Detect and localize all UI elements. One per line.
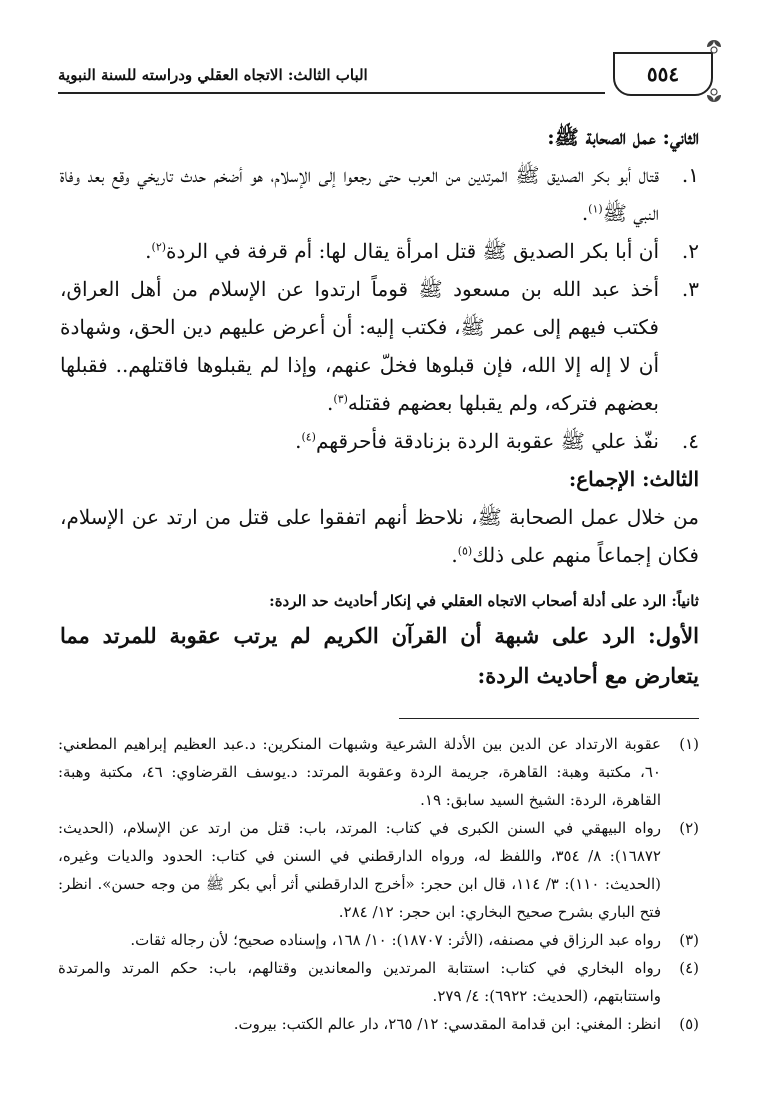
list-item bbox=[60, 156, 699, 232]
item-text: قتال أبو بكر الصديق ﷺ المرتدين من العرب حتى رجعوا إلى الإسلام، هو أضخم حدث تاريخي وقع بعد وفاة النبي ﷺ bbox=[60, 163, 659, 225]
footnote bbox=[58, 954, 699, 1010]
footnote-number: (٣) bbox=[679, 931, 699, 949]
footnote-text: رواه البيهقي في السنن الكبرى في كتاب: المرتد، باب: قتل من ارتد عن الإسلام، (الحديث: ١٦٨٧٢): ٨/ ٣٥٤، واللفظ له، ورواه الدارقطني في السنن في كتاب: الحدود والديات وغيره، (الحديث: ١١٠): ٣/ ١١٤، قال ابن حجر: «أخرج الدارقطني أثر أبي بكر ﷺ من وجه حسن». انظر: فتح الباري بشرح صحيح البخاري: ابن حجر: ١٢/ ٢٨٤. bbox=[58, 819, 661, 921]
footnote-number: (٢) bbox=[679, 819, 699, 837]
footnote-number: (٥) bbox=[679, 1015, 699, 1033]
footnote-text: انظر: المغني: ابن قدامة المقدسي: ١٢/ ٢٦٥، دار عالم الكتب: بيروت. bbox=[233, 1015, 661, 1033]
footnote-ref: (١) bbox=[588, 202, 603, 216]
footnote bbox=[58, 730, 699, 814]
item-end: . bbox=[327, 391, 334, 415]
section-heading: الثالث: الإجماع: bbox=[568, 467, 699, 491]
footnote-text: عقوبة الارتداد عن الدين بين الأدلة الشرعية وشبهات المنكرين: د.عبد العظيم إبراهيم المطعني: ٦٠، مكتبة وهبة: القاهرة، جريمة الردة وعقوبة المرتد: د.يوسف القرضاوي: ٤٦، مكتبة وهبة: القاهرة، الردة: الشيخ السيد سابق: ١٩. bbox=[58, 735, 661, 809]
page-header bbox=[58, 52, 713, 96]
section-heading: الثاني: عمل الصحابة ﷺ: bbox=[547, 125, 699, 149]
item-text: أخذ عبد الله بن مسعود ﷺ قوماً ارتدوا عن الإسلام من أهل العراق، فكتب فيهم إلى عمر ﷺ، فكتب إليه: أن أعرض عليهم دين الحق، وشهادة أن لا إله إلا الله، فإن قبلوها فخلّ عنهم، وإذا لم يقبلوها فاقتلهم.. فقبلها بعضهم فتركه، ولم يقبلها بعضهم فقتله bbox=[60, 277, 659, 415]
item-number: ٣. bbox=[681, 277, 699, 301]
footnote-ref: (٥) bbox=[457, 544, 473, 558]
paragraph-end: . bbox=[451, 543, 458, 567]
main-text bbox=[60, 118, 699, 696]
item-number: ٢. bbox=[681, 239, 699, 263]
item-number: ١. bbox=[681, 163, 699, 187]
footnote-text: رواه البخاري في كتاب: استتابة المرتدين والمعاندين وقتالهم، باب: حكم المرتد والمرتدة واستتابتهم، (الحديث: ٦٩٢٢): ٤/ ٢٧٩. bbox=[58, 959, 661, 1005]
item-text: أن أبا بكر الصديق ﷺ قتل امرأة يقال لها: أم قرفة في الردة bbox=[166, 239, 659, 263]
item-number: ٤. bbox=[681, 429, 699, 453]
paragraph-text: من خلال عمل الصحابة ﷺ، نلاحظ أنهم اتفقوا على قتل من ارتد عن الإسلام، فكان إجماعاً منهم على ذلك bbox=[60, 505, 699, 567]
footnote-text: رواه عبد الرزاق في مصنفه، (الأثر: ١٨٧٠٧): ١٠/ ١٦٨، وإسناده صحيح؛ لأن رجاله ثقات. bbox=[130, 931, 661, 949]
footnote bbox=[58, 926, 699, 954]
list-item bbox=[60, 270, 699, 422]
item-end: . bbox=[295, 429, 302, 453]
header-rule bbox=[58, 92, 605, 94]
ornament-icon bbox=[705, 38, 723, 56]
footnotes bbox=[58, 730, 699, 1038]
footnote bbox=[58, 1010, 699, 1038]
footnote-ref: (٢) bbox=[151, 240, 167, 254]
subsection-heading: ثانياً: الرد على أدلة أصحاب الاتجاه العقلي في إنكار أحاديث حد الردة: bbox=[269, 592, 699, 610]
footnote-number: (٤) bbox=[679, 959, 699, 977]
footnote-number: (١) bbox=[679, 735, 699, 753]
page-number: ٥٥٤ bbox=[613, 52, 713, 96]
footnote-ref: (٤) bbox=[301, 430, 316, 444]
footnote bbox=[58, 814, 699, 926]
running-head: الباب الثالث: الاتجاه العقلي ودراسته للسنة النبوية bbox=[58, 66, 368, 84]
point-heading: الأول: الرد على شبهة أن القرآن الكريم لم يرتب عقوبة للمرتد مما يتعارض مع أحاديث الردة: bbox=[60, 623, 699, 688]
ornament-icon bbox=[705, 86, 723, 104]
list-item bbox=[60, 232, 699, 270]
paragraph bbox=[60, 498, 699, 574]
item-text: نفّذ علي ﷺ عقوبة الردة بزنادقة فأحرقهم bbox=[315, 429, 659, 453]
footnote-rule bbox=[399, 718, 699, 719]
item-end: . bbox=[145, 239, 152, 263]
footnote-ref: (٣) bbox=[333, 392, 348, 406]
list-item bbox=[60, 422, 699, 460]
item-end: . bbox=[581, 201, 589, 225]
